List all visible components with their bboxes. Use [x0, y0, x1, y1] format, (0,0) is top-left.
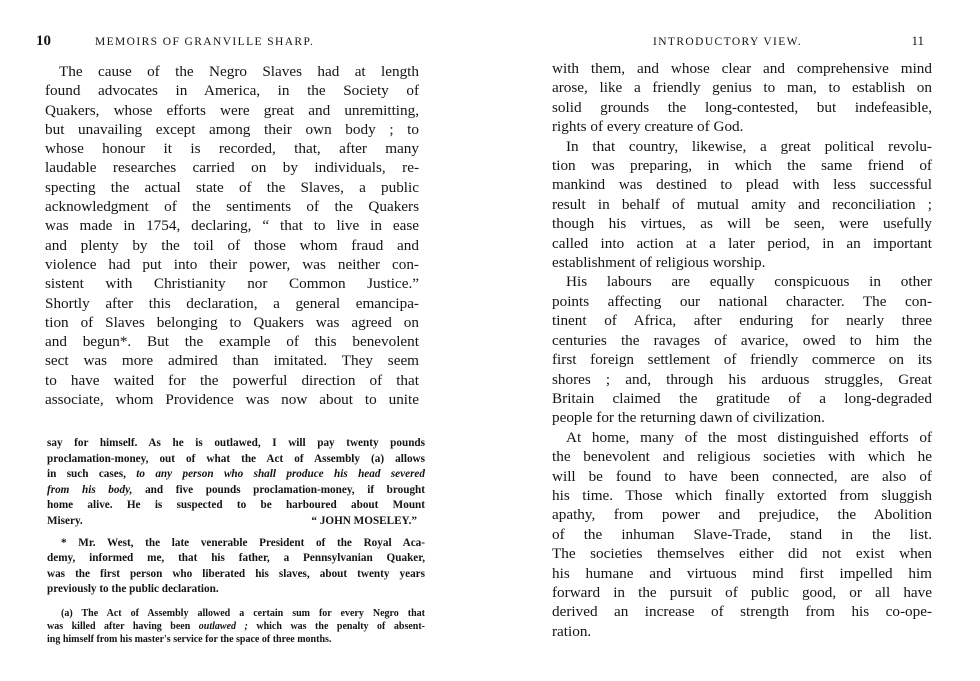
footnote-italic: from his body, [47, 483, 133, 496]
text-line: but unavailing except among their own body ; to [45, 120, 419, 138]
footnote-line [47, 467, 425, 483]
footnote-line [47, 483, 425, 499]
text-line: will be found to have been connected, are also of [552, 467, 932, 485]
text-line: sect was more admired than imitated. They seem [45, 352, 419, 370]
text-line: called into action at a later period, in an important [552, 234, 932, 252]
text-line: with them, and whose clear and comprehensive mind [552, 60, 932, 77]
footnote-italic: outlawed ; [198, 620, 248, 632]
right-page [490, 0, 980, 681]
text-line: The societies themselves either did not exist when [552, 545, 932, 563]
text-line: forward in the pursuit of public good, or all have [552, 583, 932, 601]
footnote-line: home alive. He is suspected to be harboured about Mount [47, 499, 425, 512]
text-line: In that country, likewise, a great political revolu- [566, 137, 932, 155]
text-line: sistent with Christianity nor Common Justice.” [45, 275, 419, 293]
text-line: first foreign settlement of friendly commerce on its [552, 351, 932, 369]
page-number: 11 [911, 33, 924, 48]
footnote-line: * Mr. West, the late venerable President of the Royal Aca- [61, 536, 425, 549]
footnote-line: was the first person who liberated his slaves, about twenty years [47, 567, 425, 580]
footnote-line [47, 514, 425, 530]
footnote-text: and five pounds proclamation-money, if brought [145, 483, 426, 496]
text-line: tion was preparing, in which the same friend of [552, 157, 932, 175]
text-line: points affecting our national character. The con- [552, 292, 932, 310]
footnotes [47, 436, 425, 646]
running-head: INTRODUCTORY VIEW. [653, 36, 803, 48]
text-line: of the inhuman Slave-Trade, stand in the list. [552, 525, 932, 543]
text-line: solid grounds the long-contested, but indefeasible, [552, 98, 932, 116]
text-line: shores ; and, through his arduous struggles, Great [552, 370, 932, 388]
text-line: Britain claimed the gratitude of a long-degraded [552, 389, 932, 407]
text-line: laudable researches carried on by individuals, re- [45, 159, 419, 177]
text-line: His labours are equally conspicuous in other [566, 273, 932, 291]
text-line: and plenty by the toil of those whom fraud and [45, 236, 419, 254]
page-number: 10 [36, 33, 51, 49]
footnote-line: say for himself. As he is outlawed, I will pay twenty pounds [47, 437, 425, 449]
text-line: violence had put into their power, was neither con- [45, 255, 419, 273]
footnote-text: Misery. [47, 514, 83, 527]
text-line: though his virtues, as will be seen, were usefully [552, 215, 932, 233]
text-line: ration. [552, 622, 592, 640]
text-line: found advocates in America, in the Society of [45, 82, 419, 100]
text-line: the benevolent and religious societies with which he [552, 448, 932, 466]
text-line: mankind was destined to plead with less successful [552, 176, 932, 194]
footnote-line: previously to the public declaration. [47, 583, 219, 596]
footnote-text: in such cases, [47, 468, 126, 481]
text-line: tion of Slaves belonging to Quakers was agreed on [45, 313, 419, 331]
footnote-line: (a) The Act of Assembly allowed a certain sum for every Negro that [61, 607, 425, 619]
footnote-a [47, 608, 425, 646]
footnote-star [47, 536, 425, 598]
text-line: rights of every creature of God. [552, 118, 744, 136]
footnote-line: ing himself from his master's service for the space of three months. [47, 633, 332, 645]
text-line: acknowledgment of the sentiments of the Quakers [45, 198, 419, 216]
left-body-text [45, 62, 419, 409]
text-line: whose honour it is recorded, that, after many [45, 140, 419, 158]
right-page-header [550, 33, 924, 53]
text-line: apathy, from power and prejudice, the Abolition [552, 506, 932, 524]
text-line: to have waited for the powerful direction of that [45, 371, 419, 389]
text-line: his time. Those which finally extorted from sluggish [552, 486, 932, 504]
text-line: arose, like a friendly genius to man, to establish on [552, 79, 932, 97]
running-head: MEMOIRS OF GRANVILLE SHARP. [95, 36, 315, 48]
footnote-line [47, 621, 425, 634]
text-line: and begun*. But the example of this benevolent [45, 333, 419, 351]
text-line: people for the returning dawn of civilization. [552, 409, 825, 427]
text-line: The cause of the Negro Slaves had at length [59, 63, 419, 80]
text-line: derived an increase of strength from his co-ope- [552, 603, 932, 621]
text-line: At home, many of the most distinguished efforts of [566, 428, 932, 446]
footnote-signature: “ JOHN MOSELEY.” [311, 514, 417, 527]
text-line: associate, whom Providence was now about to unite [45, 391, 419, 409]
text-line: centuries the ravages of avarice, owed to him the [552, 331, 932, 349]
text-line: specting the actual state of the Slaves, a public [45, 178, 419, 196]
footnote-text: which was the penalty of absent- [256, 620, 426, 632]
text-line: tinent of Africa, after enduring for nearly three [552, 312, 932, 330]
footnote-line: demy, informed me, that his father, a Pennsylvanian Quaker, [47, 552, 425, 565]
text-line: Quakers, whose efforts were great and unremitting, [45, 101, 419, 119]
footnote-text: was killed after having been [47, 620, 191, 632]
footnote-quote [47, 436, 425, 530]
text-line: his humane and virtuous mind first impelled him [552, 564, 932, 582]
right-body-text [552, 59, 932, 641]
text-line: result in behalf of mutual amity and reconciliation ; [552, 195, 932, 213]
text-line: establishment of religious worship. [552, 254, 766, 272]
footnote-italic: to any person who shall produce his head severed [136, 468, 425, 481]
text-line: Shortly after this declaration, a general emancipa- [45, 294, 419, 312]
left-page-header [36, 33, 426, 53]
text-line: was made in 1754, declaring, “ that to live in ease [45, 217, 419, 235]
footnote-line: proclamation-money, out of what the Act of Assembly (a) allows [47, 452, 425, 465]
